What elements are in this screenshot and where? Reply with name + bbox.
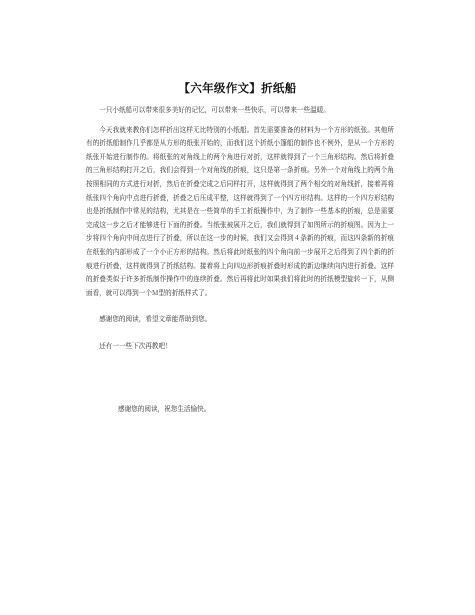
footer-note: 感谢您的阅读，祝您生活愉快。 [118,405,211,413]
instructions-paragraph: 今天我就来教你们怎样折出这样无比特别的小纸船。首先需要准备的材料为一个方形的纸张。其他所有的折纸船制作几乎都是从方形的纸张开始的，而我们这个折纸小篷船的制作也不例外，是从一个方形的纸张开始进行制作的。将纸张的对角线上的两个角进行对折，这样就得到了一个三角形结构。然后将折叠的三角形结构打开之后，我们会得到一个对角线的折痕，这只是第一条折痕。另外一个对角线上的两个角按照相同的方式进行对折，然后在折叠完成之后同样打开，这样就得到了两个相交的对角线折，接着再将纸张四个角向中点进行折叠，折叠之后压成平整，这样就得到了一个四方形结构。这样的一个四方形结构也是折纸制作中常见的结构，尤其是在一些简单的手工折纸操作中，为了制作一些基本的折痕，总是需要完成这一步之后才能够进行下面的折叠。当纸张被展开之后，我们就得到了如图所示的折痕图。因为上一步将四个角向中间点进行了折叠，所以在这一步的时候，我们又会得到４条新的折痕，而这四条新的折痕在纸张的内部形成了一个小正方形的结构。然后将此时纸张的四个角向前一步展开之后得到了四个新的折痕进行折叠，这样就得到了折纸结构。接着将上向四边形折痕折叠时形成的新边继续向内进行折叠。这样的折叠类似于许多折纸制作操作中的连续折叠。然后再将此时如果我们将此时的折纸模型旋转一下，从侧面看，就可以得到一个Ｍ型的折纸样式了。 [86,125,394,297]
document-body [86,104,394,354]
closing-paragraph: 还有一一些下次再教吧！ [99,341,172,350]
document-title: 【六年级作文】折纸船 [178,81,297,95]
intro-paragraph: 一只小纸船可以带来很多美好的记忆，可以带来一些快乐，可以带来一些温暖。 [99,106,330,114]
thanks-paragraph: 感谢您的阅读，希望文章能帮助到您。 [99,315,212,324]
